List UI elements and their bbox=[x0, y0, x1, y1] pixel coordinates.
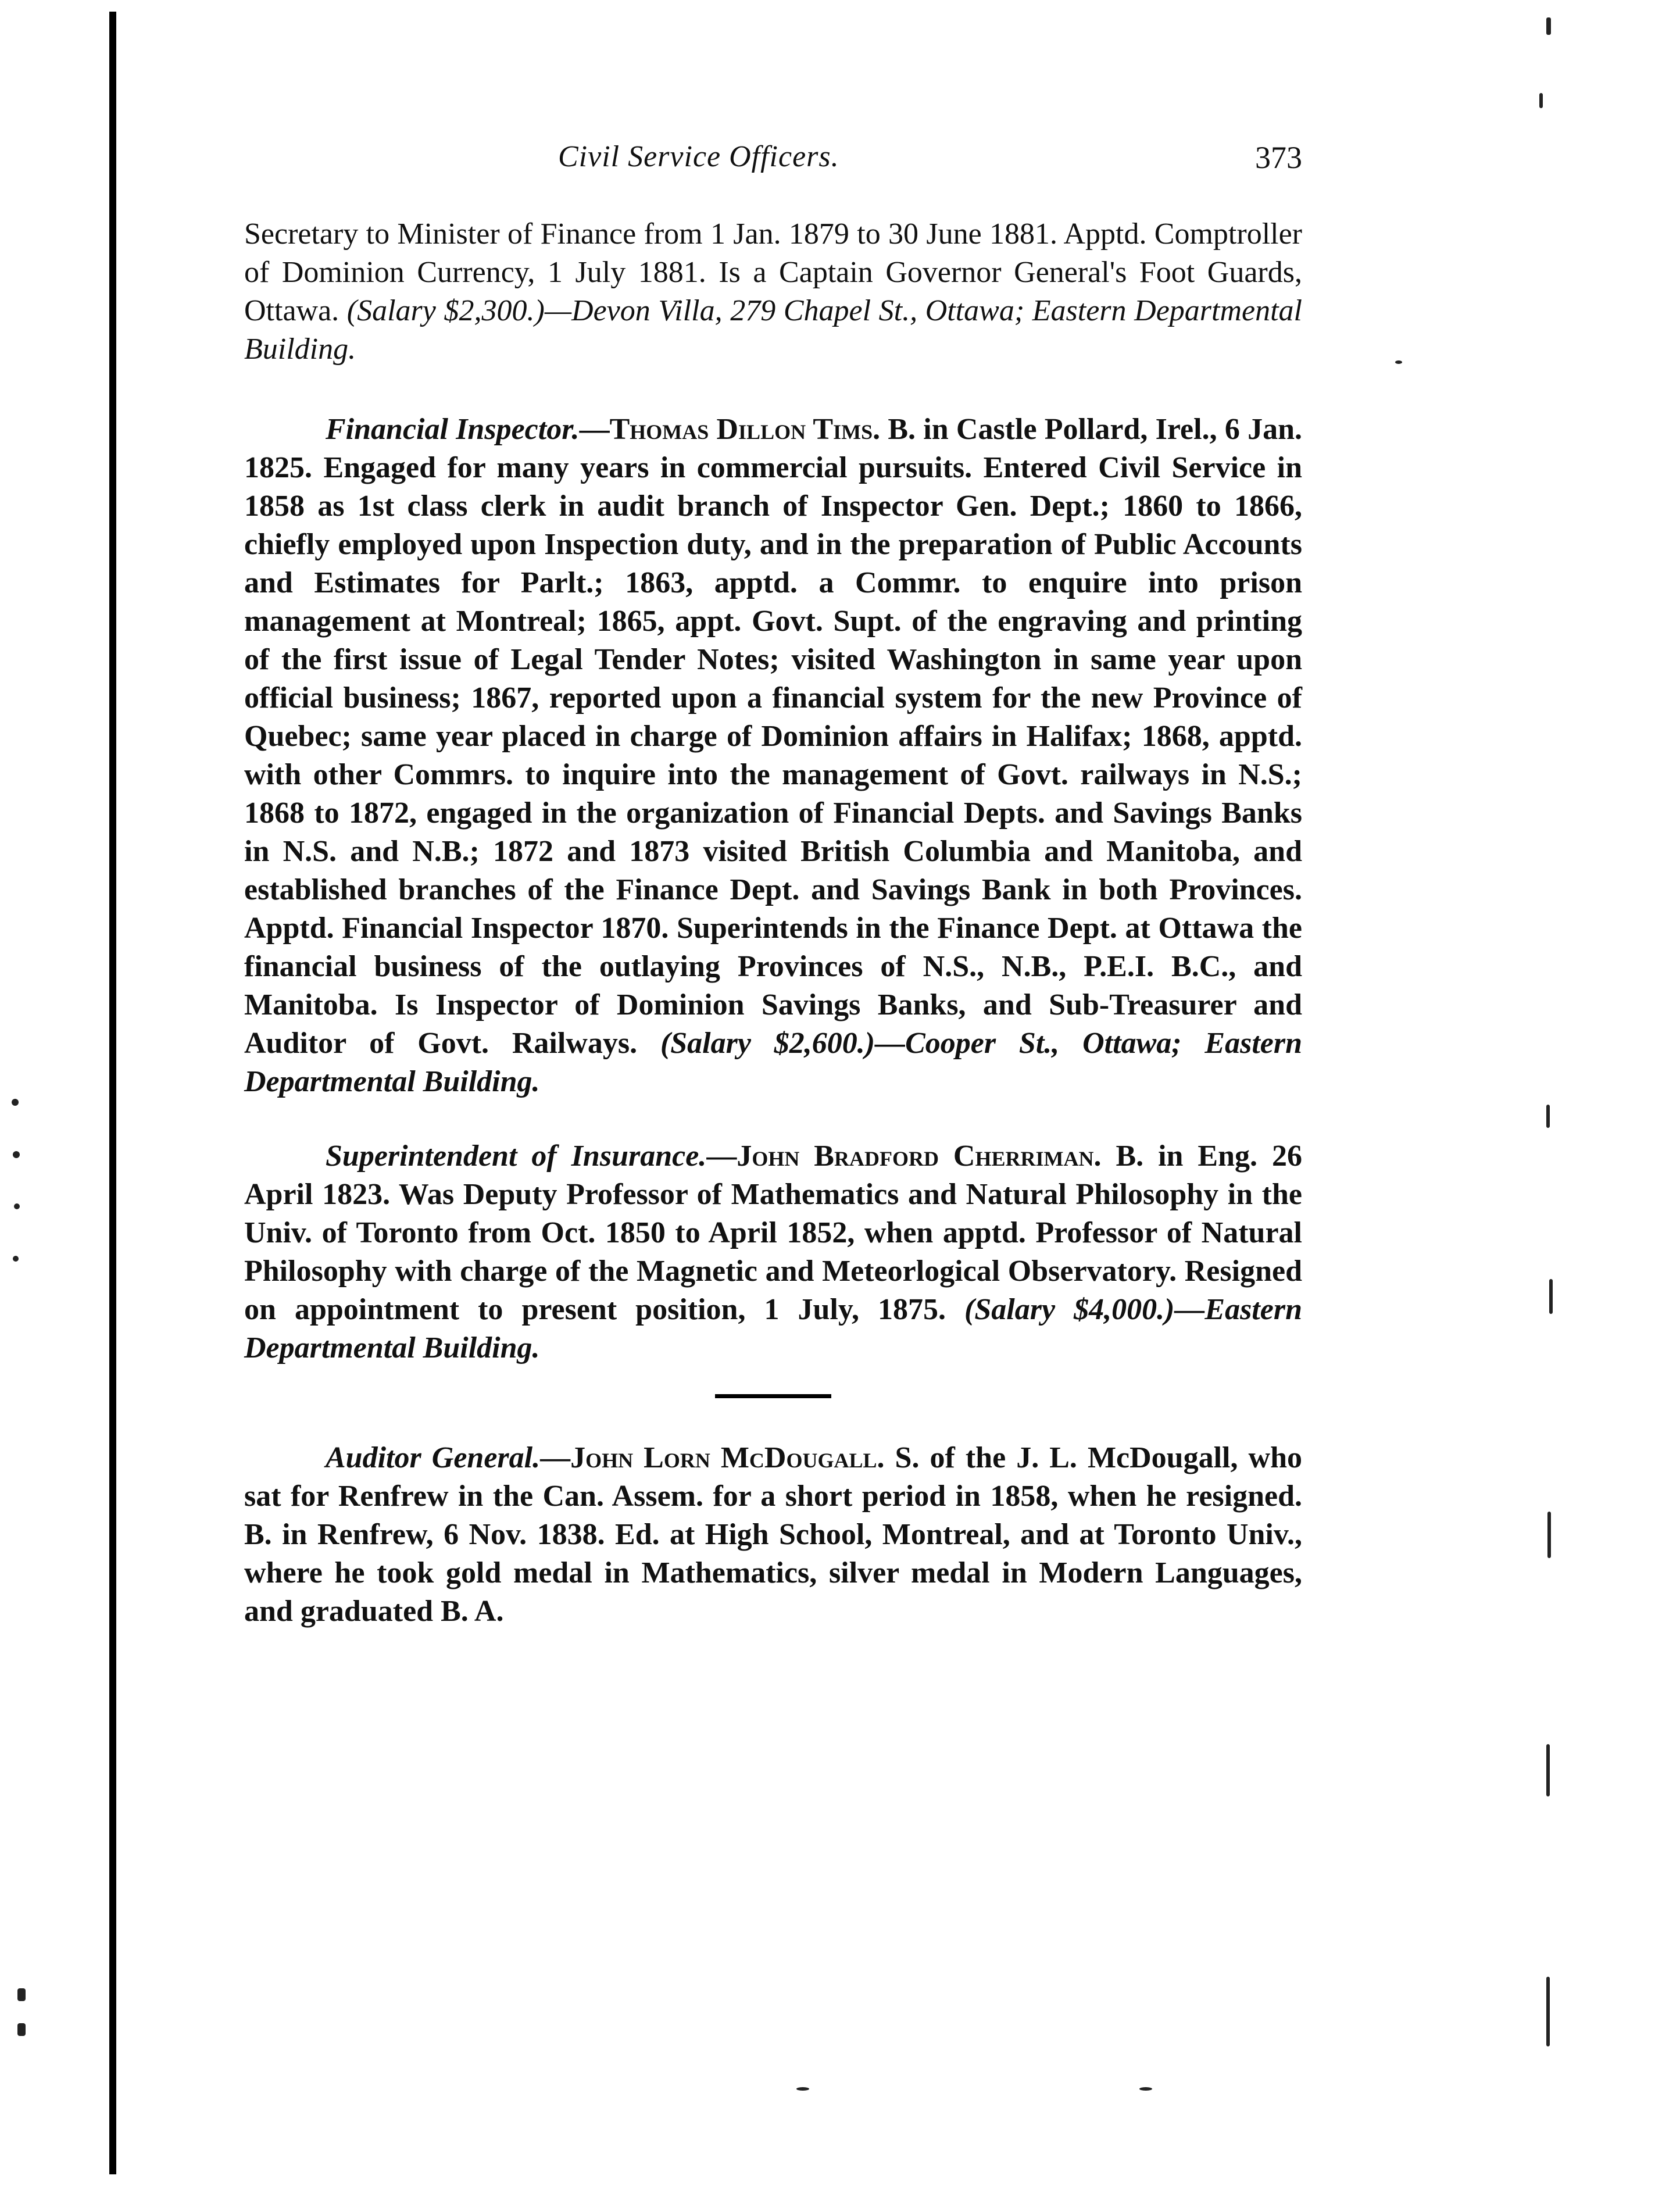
section-divider-rule bbox=[715, 1394, 831, 1398]
entry-body: B. in Castle Pollard, Irel., 6 Jan. 1825. Engaged for many years in commercial pursuits. Entered Civil Service in 1858 as 1st class clerk in audit branch of Inspector Gen. Dept.; 1860 to 1866, chiefly employed upon Inspection duty, and in the preparation of Public Accounts and Estimates for Parlt.; 1863, apptd. a Commr. to enquire into prison management at Montreal; 1865, appt. Govt. Supt. of the engraving and printing of the first issue of Legal Tender Notes; visited Washington in same year upon official business; 1867, reported upon a financial system for the new Province of Quebec; same year placed in charge of Dominion affairs in Halifax; 1868, apptd. with other Commrs. to inquire into the management of Govt. railways in N.S.; 1868 to 1872, engaged in the organization of Financial Depts. and Savings Banks in N.S. and N.B.; 1872 and 1873 visited British Columbia and Manitoba, and established branches of the Finance Dept. and Savings Bank in both Provinces. Apptd. Financial Inspector 1870. Superintends in the Finance Dept. at Ottawa the financial business of the outlaying Provinces of N.S., N.B., P.E.I. B.C., and Manitoba. Is Inspector of Dominion Savings Banks, and Sub-Treasurer and Auditor of Govt. Railways. bbox=[244, 413, 1302, 1060]
scan-speck bbox=[1546, 1744, 1550, 1796]
entry-name: John Bradford Cherriman. bbox=[737, 1139, 1102, 1173]
scan-speck bbox=[1549, 1279, 1553, 1314]
continuation-address: —Devon Villa, 279 Chapel St., Ottawa; Eastern Departmental Building. bbox=[244, 294, 1302, 366]
page-body bbox=[244, 215, 1302, 1667]
page-binding-edge bbox=[109, 12, 116, 2174]
entry-dash: — bbox=[579, 413, 610, 446]
entry-salary: (Salary $4,000.) bbox=[964, 1293, 1175, 1326]
scan-speck bbox=[1546, 1977, 1550, 2046]
entry-superintendent-of-insurance bbox=[244, 1137, 1302, 1367]
entry-dash: — bbox=[540, 1441, 571, 1474]
scan-speck bbox=[13, 1151, 20, 1158]
entry-title: Financial Inspector. bbox=[326, 413, 580, 446]
scan-speck bbox=[1547, 1512, 1551, 1558]
page-header bbox=[244, 140, 1302, 186]
scan-speck bbox=[12, 1099, 19, 1106]
entry-financial-inspector bbox=[244, 410, 1302, 1101]
continuation-paragraph bbox=[244, 215, 1302, 369]
entry-body: B. in Eng. 26 April 1823. Was Deputy Professor of Mathematics and Natural Philosophy in the Univ. of Toronto from Oct. 1850 to April 1852, when apptd. Professor of Natural Philosophy with charge of the Magnetic and Meteorlogical Observatory. Resigned on appointment to present position, 1 July, 1875. bbox=[244, 1139, 1302, 1326]
page-number: 373 bbox=[1255, 140, 1302, 175]
continuation-text: Secretary to Minister of Finance from 1 Jan. 1879 to 30 June 1881. Apptd. Comptroller of Dominion Currency, 1 July 1881. Is a Captain Governor General's Foot Guards, Ottawa. bbox=[244, 217, 1302, 327]
entry-salary: (Salary $2,600.) bbox=[660, 1027, 875, 1060]
continuation-salary: (Salary $2,300.) bbox=[346, 294, 545, 327]
scan-speck bbox=[1546, 17, 1551, 35]
entry-address: —Cooper St., Ottawa; Eastern Departmental Building. bbox=[244, 1027, 1302, 1098]
scan-speck bbox=[17, 2023, 26, 2036]
scan-speck bbox=[13, 1256, 19, 1262]
scan-speck bbox=[1546, 1105, 1550, 1128]
entry-address: —Eastern Departmental Building. bbox=[244, 1293, 1302, 1364]
running-head: Civil Service Officers. bbox=[558, 140, 839, 173]
entry-body: S. of the J. L. McDougall, who sat for Renfrew in the Can. Assem. for a short period in 1858, when he resigned. B. in Renfrew, 6 Nov. 1838. Ed. at High School, Montreal, and at Toronto Univ., where he took gold medal in Mathematics, silver medal in Modern Languages, and graduated B. A. bbox=[244, 1441, 1302, 1628]
scan-speck bbox=[17, 1988, 26, 2001]
entry-auditor-general bbox=[244, 1439, 1302, 1631]
scan-speck bbox=[1139, 2087, 1152, 2091]
scan-speck bbox=[14, 1203, 20, 1209]
scan-speck bbox=[796, 2087, 809, 2091]
entry-name: John Lorn McDougall. bbox=[570, 1441, 885, 1474]
entry-name: Thomas Dillon Tims. bbox=[609, 413, 881, 446]
entry-title: Auditor General. bbox=[326, 1441, 541, 1474]
scan-speck bbox=[1395, 360, 1402, 364]
entry-dash: — bbox=[706, 1139, 737, 1173]
scan-speck bbox=[1539, 93, 1543, 108]
entry-title: Superintendent of Insurance. bbox=[326, 1139, 707, 1173]
